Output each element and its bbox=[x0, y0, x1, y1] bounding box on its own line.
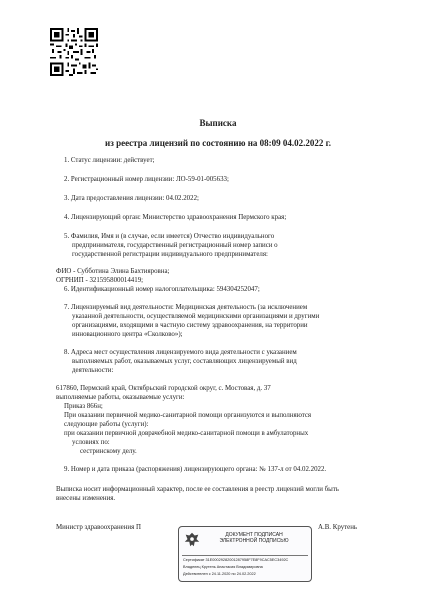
coat-of-arms-icon bbox=[183, 531, 201, 549]
item-license-status: 1. Статус лицензии: действует; bbox=[64, 157, 155, 164]
signatory-name: А.В. Крутень bbox=[318, 524, 358, 531]
item-entrepreneur-line3: государственной регистрации индивидуального предпринимателя: bbox=[72, 251, 268, 258]
item-order-number: 9. Номер и дата приказа (распоряжения) лицензирующего органа: № 137-л от 04.02.2022. bbox=[64, 466, 327, 473]
stamp-divider bbox=[182, 555, 308, 556]
item-activity-line2: указанной деятельности, осуществляемой медицинскими организациями и другими bbox=[72, 313, 320, 320]
item-activity-line4: инновационного центра «Сколково»); bbox=[72, 331, 183, 338]
stamp-header-line2: ЭЛЕКТРОННОЙ ПОДПИСЬЮ bbox=[219, 538, 289, 544]
stamp-owner: Владелец Крутень Анастасия Владимировна bbox=[183, 565, 263, 569]
item-addresses-line2: выполняемых работ, оказываемых услуг, составляющих лицензируемый вид bbox=[72, 358, 297, 365]
stamp-certificate: Сертификат 31E00029282001287958F7E8F9CAC5EC3492C bbox=[183, 558, 289, 562]
entrepreneur-fio: ФИО - Субботина Элина Бахтияровна; bbox=[56, 268, 170, 275]
entrepreneur-ogrnip: ОГРНИП - 321595800014419; bbox=[56, 277, 144, 284]
prehospital-care-line1: при оказании первичной доврачебной медико-санитарной помощи в амбулаторных bbox=[64, 430, 309, 437]
stamp-validity: Действителен с 24.11.2020 по 24.02.2022 bbox=[183, 572, 256, 576]
item-addresses-line3: деятельности: bbox=[72, 367, 114, 374]
qr-code-icon bbox=[50, 28, 98, 76]
item-licensing-authority: 4. Лицензирующий орган: Министерство здравоохранения Пермского края; bbox=[64, 214, 287, 221]
item-registration-number: 2. Регистрационный номер лицензии: ЛО-59-01-005633; bbox=[64, 176, 229, 183]
item-addresses-line1: 8. Адреса мест осуществления лицензируемого вида деятельности с указанием bbox=[64, 349, 297, 356]
electronic-signature-stamp bbox=[178, 526, 312, 582]
item-entrepreneur-line1: 5. Фамилия, Имя и (в случае, если имеется) Отчество индивидуального bbox=[64, 233, 275, 240]
works-label: выполняемые работы, оказываемые услуги: bbox=[56, 394, 185, 401]
signatory-title: Министр здравоохранения П bbox=[56, 524, 141, 531]
primary-care-line2: следующие работы (услуги): bbox=[64, 421, 149, 428]
order-reference: Приказ 866н; bbox=[64, 403, 103, 410]
item-issue-date: 3. Дата предоставления лицензии: 04.02.2022; bbox=[64, 195, 199, 202]
item-tax-id: 6. Идентификационный номер налогоплательщика: 594304252047; bbox=[64, 286, 260, 293]
document-subtitle: из реестра лицензий по состоянию на 08:09 04.02.2022 г. bbox=[105, 138, 331, 148]
prehospital-care-line2: условиях по: bbox=[72, 439, 110, 446]
stamp-header-line1: ДОКУМЕНТ ПОДПИСАН bbox=[225, 532, 283, 538]
footer-note-line1: Выписка носит информационный характер, после ее составления в реестр лицензий могли быть bbox=[56, 486, 339, 493]
footer-note-line2: внесены изменения. bbox=[56, 495, 116, 502]
item-activity-line3: организациями, входящими в частную систему здравоохранения, на территории bbox=[72, 322, 308, 329]
item-entrepreneur-line2: предпринимателя, государственный регистрационный номер записи о bbox=[72, 242, 278, 249]
item-activity-line1: 7. Лицензируемый вид деятельности: Медицинская деятельность (за исключением bbox=[64, 304, 308, 311]
document-title: Выписка bbox=[199, 118, 237, 128]
activity-address: 617860, Пермский край, Октябрьский городской округ, с. Мостовая, д. 37 bbox=[56, 385, 271, 392]
nursing-service: сестринскому делу. bbox=[80, 448, 137, 455]
primary-care-line1: При оказании первичной медико-санитарной помощи организуются и выполняются bbox=[64, 412, 312, 419]
stamp-header bbox=[201, 532, 307, 544]
